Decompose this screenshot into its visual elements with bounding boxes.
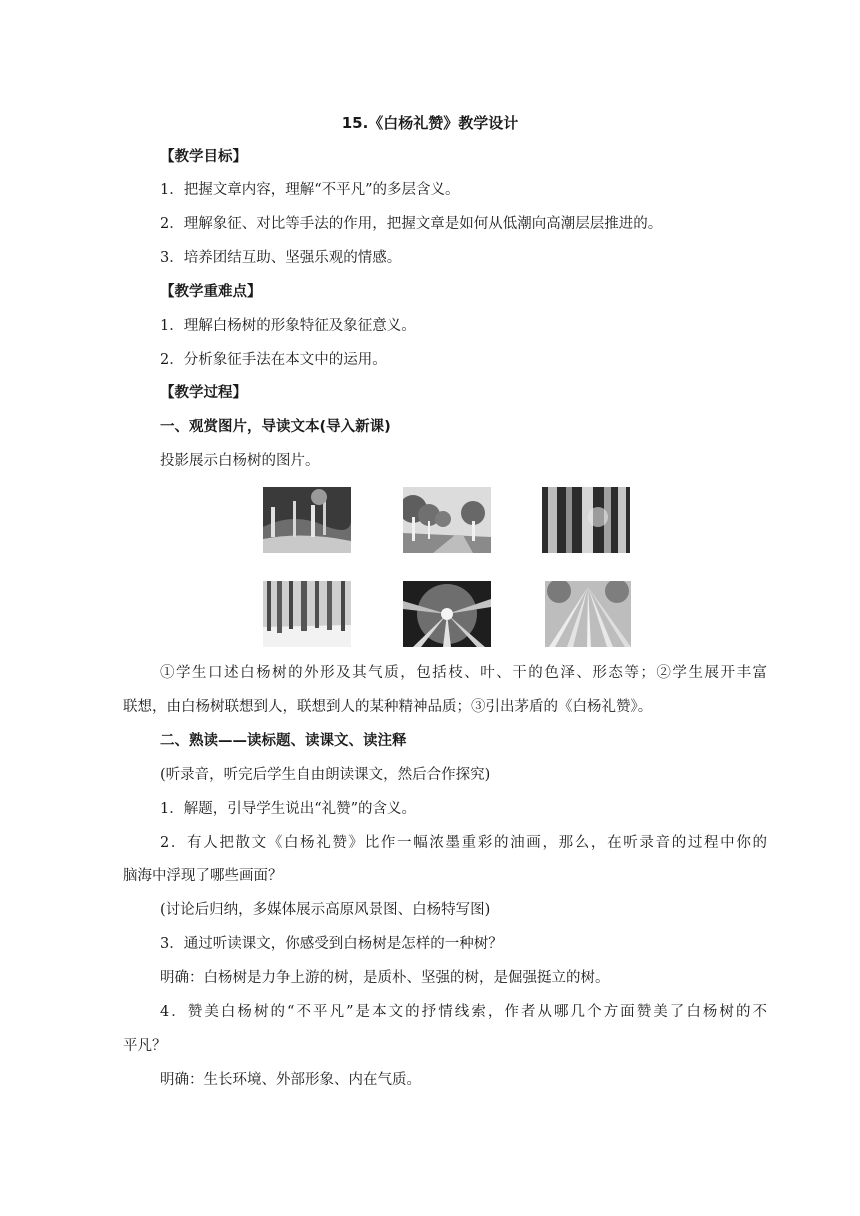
section2-item2-line2: 脑海中浮现了哪些画面？	[123, 868, 283, 884]
goals-heading: 【教学目标】	[160, 149, 247, 165]
birch-photo-6	[545, 581, 631, 647]
keypoints-heading: 【教学重难点】	[160, 284, 262, 300]
section2-item4-line2: 平凡？	[123, 1038, 167, 1054]
section2-note1: (听录音，听完后学生自由朗读课文，然后合作探究)	[160, 767, 491, 783]
section1-paragraph-line2: 联想，由白杨树联想到人，联想到人的某种精神品质；③引出茅盾的《白杨礼赞》。	[123, 699, 653, 715]
keypoint-item-1: 1．理解白杨树的形象特征及象征意义。	[160, 318, 416, 334]
birch-photo-2	[403, 487, 491, 553]
goal-item-1: 1．把握文章内容，理解“不平凡”的多层含义。	[160, 182, 460, 198]
document-title: 15.《白杨礼赞》教学设计	[341, 114, 519, 132]
keypoint-item-2: 2．分析象征手法在本文中的运用。	[160, 352, 387, 368]
section2-item2-line1: 2．有人把散文《白杨礼赞》比作一幅浓墨重彩的油画，那么，在听录音的过程中你的	[160, 835, 767, 851]
section1-paragraph-line1: ①学生口述白杨树的外形及其气质，包括枝、叶、干的色泽、形态等；②学生展开丰富	[160, 665, 767, 681]
section2-heading: 二、熟读——读标题、读课文、读注释	[160, 733, 407, 749]
birch-photo-3	[542, 487, 630, 553]
goal-item-2: 2．理解象征、对比等手法的作用，把握文章是如何从低潮向高潮层层推进的。	[160, 216, 663, 232]
section2-item3: 3．通过听读课文，你感受到白杨树是怎样的一种树？	[160, 936, 503, 952]
birch-photo-4	[263, 581, 351, 647]
section2-note2: (讨论后归纳，多媒体展示高原风景图、白杨特写图)	[160, 902, 491, 918]
section1-heading: 一、观赏图片，导读文本(导入新课)	[160, 419, 391, 435]
section2-answer3: 明确：白杨树是力争上游的树，是质朴、坚强的树，是倔强挺立的树。	[160, 970, 610, 986]
section2-item4-line1: 4．赞美白杨树的“不平凡”是本文的抒情线索，作者从哪几个方面赞美了白杨树的不	[160, 1004, 767, 1020]
goal-item-3: 3．培养团结互助、坚强乐观的情感。	[160, 250, 402, 266]
section2-item1: 1．解题，引导学生说出“礼赞”的含义。	[160, 801, 417, 817]
birch-photo-1	[263, 487, 351, 553]
section2-answer4: 明确：生长环境、外部形象、内在气质。	[160, 1072, 421, 1088]
birch-photo-5	[403, 581, 491, 647]
section1-intro: 投影展示白杨树的图片。	[160, 453, 320, 469]
process-heading: 【教学过程】	[160, 385, 247, 401]
